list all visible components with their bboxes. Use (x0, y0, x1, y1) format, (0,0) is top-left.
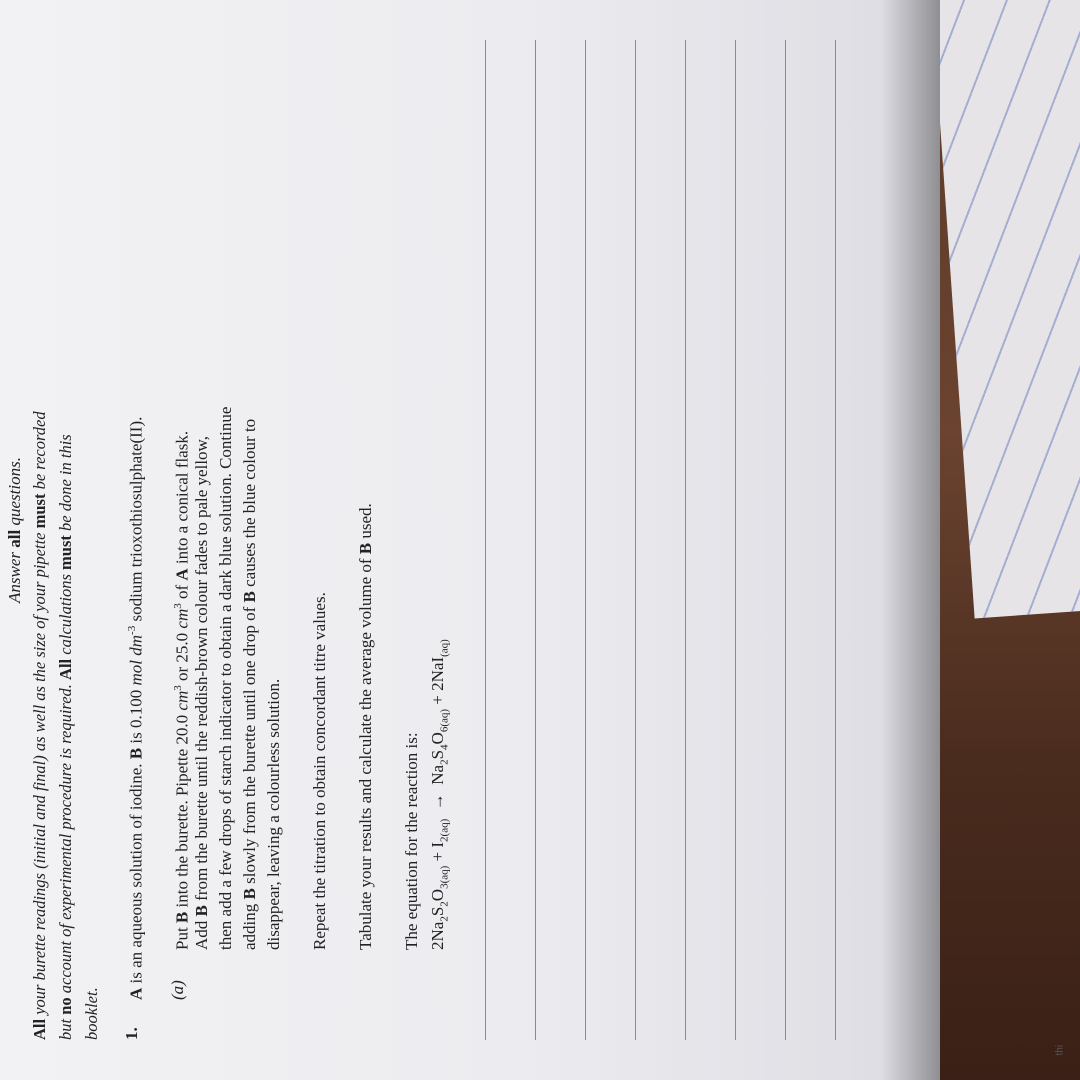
repeat-instruction: Repeat the titration to obtain concordant titre values. (310, 592, 329, 950)
answer-line[interactable] (685, 40, 686, 1040)
tabulate-instruction: Tabulate your results and calculate the average volume of B used. (356, 503, 375, 950)
answer-line[interactable] (635, 40, 636, 1040)
reaction-arrow-icon: → (428, 793, 447, 811)
part-a-line-1: Put B into the burette. Pipette 20.0 $cm^3$ or 25.0 $cm^3$ of A into a conical flask. (172, 430, 192, 950)
answer-line[interactable] (585, 40, 586, 1040)
corner-text: thi (1054, 1044, 1066, 1056)
answer-line[interactable] (535, 40, 536, 1040)
part-a-label: (a) (168, 980, 187, 1000)
part-a-line-5: disappear, leaving a colourless solution. (264, 678, 283, 950)
instructions-line-2: but no account of experimental procedure is required. All calculations must be done in this (56, 434, 75, 1040)
part-a-line-2: Add B from the burette until the reddish-brown colour fades to pale yellow, (192, 436, 211, 950)
answer-line[interactable] (785, 40, 786, 1040)
instructions-line-3: booklet. (82, 987, 101, 1040)
answer-all-heading: Answer all questions. (5, 457, 24, 603)
part-a-line-4: adding B slowly from the burette until one drop of B causes the blue colour to (240, 418, 259, 950)
reaction-equation: $2Na_2S_2O_{3(aq)} + I_{2(aq)} \to Na_2S_4O_{6(aq)} + 2NaI_{(aq)}$ (428, 639, 451, 950)
answer-line[interactable] (485, 40, 486, 1040)
page-shadow (880, 0, 940, 1080)
question-1-stem: A is an aqueous solution of iodine. B is 0.100 mol $dm^{-3}$ sodium trioxothiosulphate(II). (126, 416, 146, 1000)
instructions-line-1: All your burette readings (initial and final) as well as the size of your pipette must be recorded (30, 411, 49, 1040)
part-a-line-3: then add a few drops of starch indicator to obtain a dark blue solution. Continue (216, 406, 235, 950)
question-number: 1. (122, 1027, 141, 1040)
answer-line[interactable] (835, 40, 836, 1040)
answer-line[interactable] (735, 40, 736, 1040)
equation-intro: The equation for the reaction is: (402, 732, 421, 950)
